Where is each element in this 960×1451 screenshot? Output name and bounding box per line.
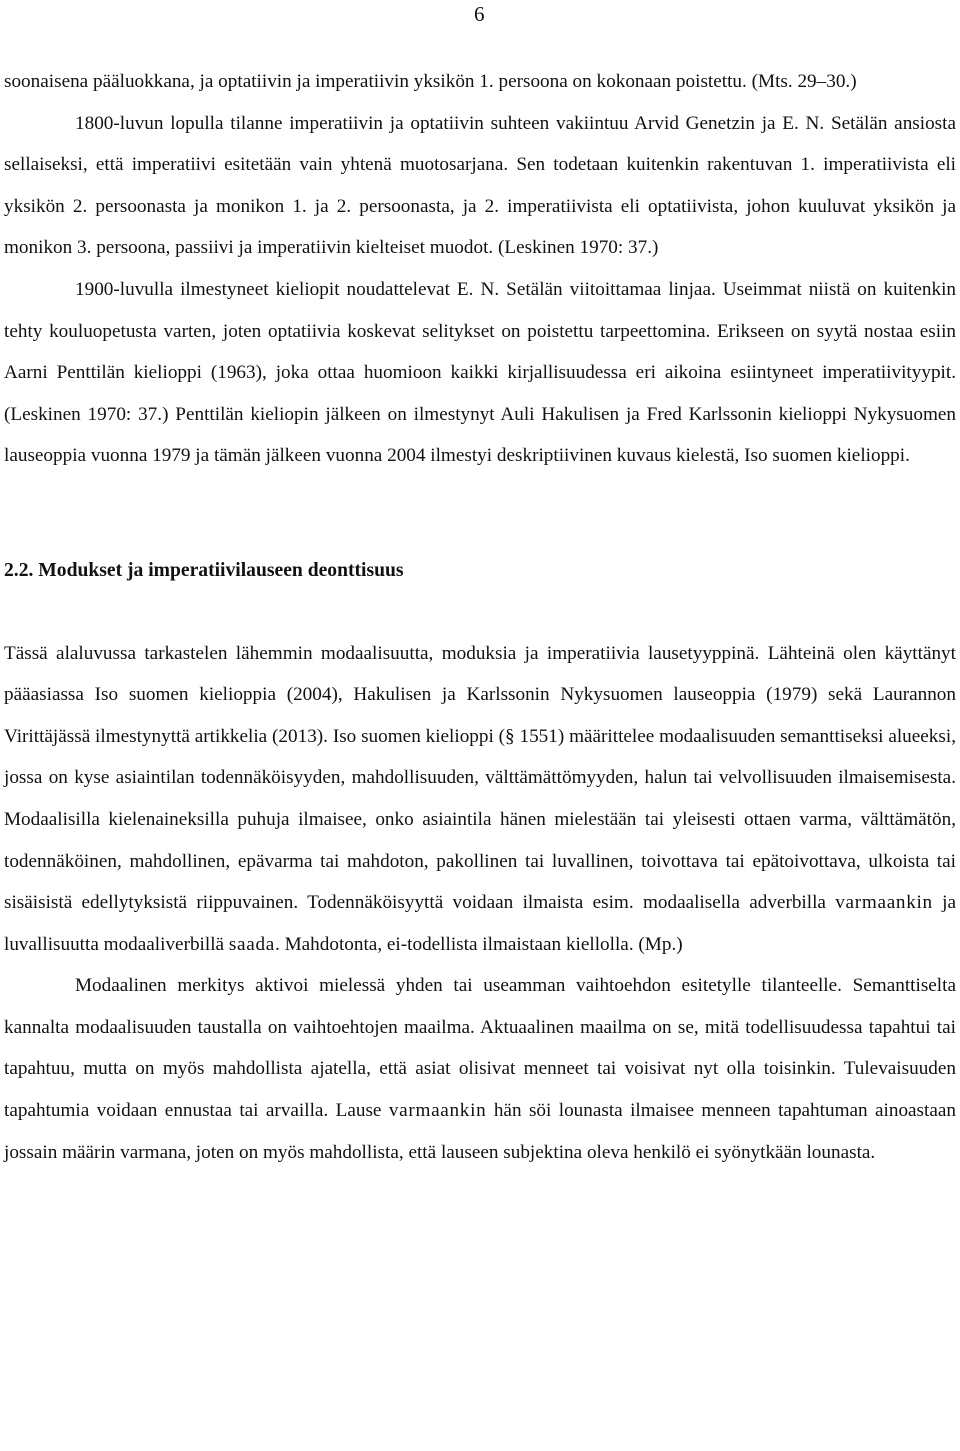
example-word: saada: [228, 933, 275, 955]
paragraph: 1900-luvulla ilmestyneet kieliopit noudattelevat E. N. Setälän viitoittamaa linjaa. Useimmat niistä on kuitenkin tehty kouluopetusta varten, joten optatiivia koskevat selitykset on poistettu tarpeettomina. Erikseen on syytä nostaa esiin Aarni Penttilän kielioppi (1963), joka ottaa huomioon kaikki kirjallisuudessa eri aikoina esiintyneet imperatiivityypit. (Leskinen 1970: 37.) Penttilän kieliopin jälkeen on ilmestynyt Auli Hakulisen ja Fred Karlssonin kielioppi Nykysuomen lauseoppia vuonna 1979 ja tämän jälkeen vuonna 2004 ilmestyi deskriptiivinen kuvaus kielestä, Iso suomen kielioppi.: [4, 278, 956, 467]
document-body: [4, 61, 956, 1173]
example-word: varmaankin: [388, 1100, 487, 1122]
spacer: [4, 592, 956, 633]
example-word: varmaankin: [835, 892, 933, 914]
paragraph: [4, 633, 956, 966]
page-number: 6: [474, 2, 485, 26]
paragraph-text: . Mahdotonta, ei-todellista ilmaistaan kiellolla. (Mp.): [275, 933, 683, 955]
paragraph: 1800-luvun lopulla tilanne imperatiivin ja optatiivin suhteen vakiintuu Arvid Genetzin ja E. N. Setälän ansiosta sellaiseksi, että imperatiivi esitetään vain yhtenä muotosarjana. Sen todetaan kuitenkin rakentuvan 1. imperatiivista eli yksikön 2. persoonasta ja monikon 1. ja 2. persoonasta, ja 2. imperatiivista eli optatiivista, johon kuuluvat yksikön ja monikon 3. persoona, passiivi ja imperatiivin kielteiset muodot. (Leskinen 1970: 37.): [4, 112, 956, 259]
paragraph-text: Tässä alaluvussa tarkastelen lähemmin modaalisuutta, moduksia ja imperatiivia lausetyyppinä. Lähteinä olen käyttänyt pääasiassa Iso suomen kielioppia (2004), Hakulisen ja Karlssonin Nykysuomen lauseoppia (1979) sekä Laurannon Virittäjässä ilmestynyttä artikkelia (2013). Iso suomen kielioppi (§ 1551) määrittelee modaalisuuden semanttiseksi alueeksi, jossa on kyse asiaintilan todennäköisyyden, mahdollisuuden, välttämättömyyden, halun tai velvollisuuden ilmaisemisesta. Modaalisilla kielenaineksilla puhuja ilmaisee, onko asiaintila hänen mielestään tai yleisesti ottaen varma, välttämätön, todennäköinen, mahdollinen, epävarma tai mahdoton, pakollinen tai luvallinen, toivottava tai epätoivottava, ulkoista tai sisäisistä edellytyksistä riippuvainen. Todennäköisyyttä voidaan ilmaista esim. modaalisella adverbilla: [4, 642, 956, 914]
section-heading: 2.2. Modukset ja imperatiivilauseen deonttisuus: [4, 559, 404, 581]
paragraph-text: ja luvallisuutta modaaliverbillä: [4, 892, 956, 955]
paragraph: soonaisena pääluokkana, ja optatiivin ja imperatiivin yksikön 1. persoona on kokonaan poistettu. (Mts. 29–30.): [4, 71, 857, 92]
paragraph-text: Modaalinen merkitys aktivoi mielessä yhden tai useamman vaihtoehdon esitetylle tilanteelle. Semanttiselta kannalta modaalisuuden taustalla on vaihtoehtojen maailma. Aktuaalinen maailma on se, mitä todellisuudessa tapahtui tai tapahtuu, mutta on myös mahdollista ajatella, että asiat olisivat menneet tai voisivat nyt olla toisinkin. Tulevaisuuden tapahtumia voidaan ennustaa tai arvailla. Lause: [4, 975, 956, 1122]
spacer: [4, 477, 956, 550]
paragraph: [4, 965, 956, 1173]
paragraph-text: hän söi lounasta ilmaisee menneen tapahtuman ainoastaan jossain määrin varmana, joten on myös mahdollista, että lauseen subjektina oleva henkilö ei syönytkään lounasta.: [4, 1100, 956, 1163]
